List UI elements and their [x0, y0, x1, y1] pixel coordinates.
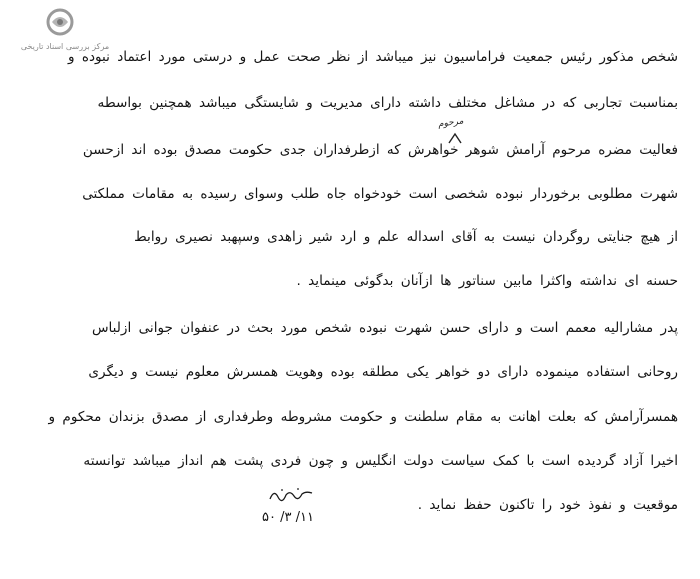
- document-date: ۱۱/ ۳/ ۵۰: [262, 510, 314, 525]
- document-line-8: روحانی استفاده مینموده دارای دو خواهر یکی مطلقه بوده وهویت همسرش معلوم نیست و دیگری: [88, 364, 678, 380]
- document-line-1: شخص مذکور رئیس جمعیت فراماسیون نیز میباشد از نظر صحت عمل و درستی مورد اعتماد نبوده و: [67, 49, 678, 65]
- archive-logo-icon: [44, 8, 76, 38]
- document-line-2: بمناسبت تجاربی که در مشاغل مختلف داشته دارای مدیریت و شایستگی میباشد همچنین بواسطه: [97, 95, 678, 111]
- document-line-5: از هیچ جنایتی روگردان نیست به آقای اسداله علم و ارد شیر زاهدی وسپهبد نصیری روابط: [134, 229, 678, 245]
- document-line-9: همسرآرامش که بعلت اهانت به مقام سلطنت و حکومت مشروطه وطرفداری از مصدق بزندان محکوم و: [48, 409, 678, 425]
- document-line-3: فعالیت مضره مرحوم آرامش شوهر خواهرش که ازطرفداران جدی حکومت مصدق بوده اند ازحسن: [82, 142, 678, 158]
- document-line-11: موقعیت و نفوذ خود را تاکنون حفظ نماید .: [417, 497, 678, 513]
- document-line-7: پدر مشارالیه معمم است و دارای حسن شهرت نبوده شخص مورد بحث در عنفوان جوانی ازلباس: [91, 320, 678, 336]
- insertion-caret-icon: [448, 132, 462, 144]
- document-line-10: اخیرا آزاد گردیده است با کمک سیاست دولت انگلیس و چون فردی پشت هم انداز میباشد توانسته: [83, 453, 678, 469]
- document-line-6: حسنه ای نداشته واکثرا مابین سناتور ها ازآنان بدگوئی مینماید .: [296, 273, 678, 289]
- handwritten-signature-icon: [268, 487, 314, 503]
- archive-logo: [6, 8, 124, 54]
- archive-logo-text: مرکز بررسی اسناد تاریخی: [20, 42, 110, 51]
- interlinear-note: مرحوم: [437, 116, 465, 130]
- document-line-4: شهرت مطلوبی برخوردار نبوده شخصی است خودخواه جاه طلب وسوای رسیده به مقامات مملکتی: [82, 186, 678, 202]
